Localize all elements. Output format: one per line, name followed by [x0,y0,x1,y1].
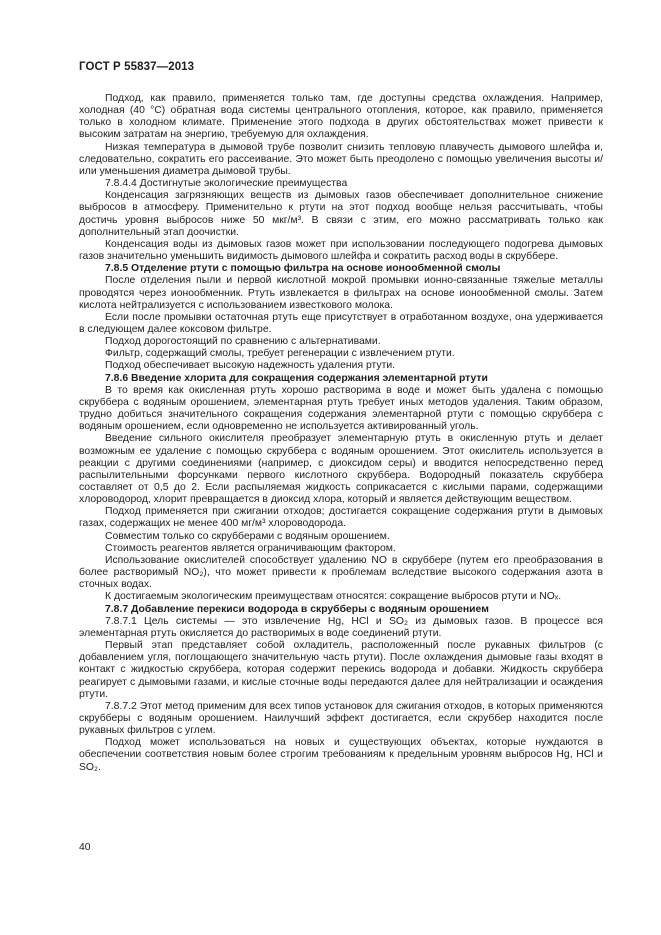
paragraph: Первый этап представляет собой охладитель, расположенный после рукавных фильтров (с добавлением угля, поглощающего значительную часть ртути). После охлаждения дымовые газы входят в контакт с жидкостью скруббера, которая содержит перекись водорода и добавки. Жидкость скруббера реагирует с дымовыми газами, и кислые сточные воды передаются далее для нейтрализации и осаждения ртути. [79,640,603,700]
paragraph: Введение сильного окислителя преобразует элементарную ртуть в окисленную ртуть и делает возможным ее удаление с помощью скруббера с водяным орошением. Этот окислитель используется в реакции с другими соединениями (например, с диоксидом серы) и вводится непосредственно перед распылительными форсунками первого кислотного скруббера. Водородный показатель скруббера составляет от 0,5 до 2. Если распыляемая жидкость соприкасается с кислыми парами, содержащими хлороводород, хлорит превращается в диоксид хлора, который и является действующим веществом. [79,433,603,506]
paragraph: Подход применяется при сжигании отходов; достигается сокращение содержания ртути в дымовых газах, содержащих не менее 400 мг/м³ хлороводорода. [79,506,603,530]
paragraph: Если после промывки остаточная ртуть еще присутствует в отработанном воздухе, она удерживается в следующем далее коксовом фильтре. [79,311,603,335]
standard-header: ГОСТ Р 55837—2013 [79,61,195,73]
paragraph: 7.8.4.4 Достигнутые экологические преимущества [105,178,348,190]
section-heading: 7.8.5 Отделение ртути с помощью фильтра на основе ионообменной смолы [105,263,501,275]
paragraph: Совместим только со скрубберами с водяным орошением. [105,530,390,542]
paragraph: Использование окислителей способствует удалению NO в скруббере (путем его преобразования в более растворимый NO₂), что может привести к проблемам вследствие высокого содержания азота в сточных водах. [79,554,603,591]
paragraph: Подход обеспечивает высокую надежность удаления ртути. [105,360,396,372]
paragraph: В то время как окисленная ртуть хорошо растворима в воде и может быть удалена с помощью скруббера с водяным орошением, элементарная ртуть требует иных методов удаления. Таким образом, трудно добиться значительного сокращения содержания элементарной ртути с помощью скруббера с водяным орошением, если одновременно не используется активированный уголь. [79,384,603,433]
page-number: 40 [79,842,91,853]
body-text [79,93,603,774]
paragraph: К достигаемым экологическим преимуществам относятся: сокращение выбросов ртути и NOₓ. [105,591,562,603]
paragraph: Низкая температура в дымовой трубе позволит снизить тепловую плавучесть дымового шлейфа и, следовательно, сократить его рассеивание. Это может быть преодолено с помощью увеличения высоты и/или уменьшения диаметра дымовой трубы. [79,141,603,177]
section-heading: 7.8.7 Добавление перекиси водорода в скрубберы с водяным орошением [105,603,489,615]
paragraph: Фильтр, содержащий смолы, требует регенерации с извлечением ртути. [105,348,455,360]
paragraph: После отделения пыли и первой кислотной мокрой промывки ионно-связанные тяжелые металлы проводятся через ионообменник. Ртуть извлекается в фильтрах на основе ионообменной смолы. Затем кислота нейтрализуется с использованием известкового молока. [79,275,603,311]
paragraph: 7.8.7.2 Этот метод применим для всех типов установок для сжигания отходов, в которых применяются скрубберы с водяным орошением. Наилучший эффект достигается, если скруббер находится после рукавных фильтров с углем. [79,700,603,737]
paragraph: Подход дорогостоящий по сравнению с альтернативами. [105,336,381,348]
paragraph: Конденсация загрязняющих веществ из дымовых газов обеспечивает дополнительное снижение выбросов в атмосферу. Применительно к ртути на этот подход вообще нельзя рассчитывать, чтобы достичь уровня выбросов ниже 50 мкг/м³. В связи с этим, его можно рассматривать только как дополнительный этап доочистки. [79,190,603,238]
paragraph: Подход, как правило, применяется только там, где доступны средства охлаждения. Например, холодная (40 °С) обратная вода системы центрального отопления, которое, как правило, применяется только в холодном климате. Применение этого подхода в других обстоятельствах может привести к высоким затратам на энергию, требуемую для охлаждения. [79,93,603,141]
section-heading: 7.8.6 Введение хлорита для сокращения содержания элементарной ртути [105,372,488,384]
paragraph: Стоимость реагентов является ограничивающим фактором. [105,542,396,554]
paragraph: Конденсация воды из дымовых газов может при использовании последующего подогрева дымовых газов значительно уменьшить видимость дымового шлейфа и сократить расход воды в скруббере. [79,238,603,263]
paragraph: Подход может использоваться на новых и существующих объектах, которые нуждаются в обеспечении соответствия новым более строгим требованиям к предельным уровням выбросов Hg, HCl и SO₂. [79,737,603,773]
paragraph: 7.8.7.1 Цель системы — это извлечение Hg, HCl и SO₂ из дымовых газов. В процессе вся элементарная ртуть окисляется до растворимых в воде соединений ртути. [79,615,603,639]
